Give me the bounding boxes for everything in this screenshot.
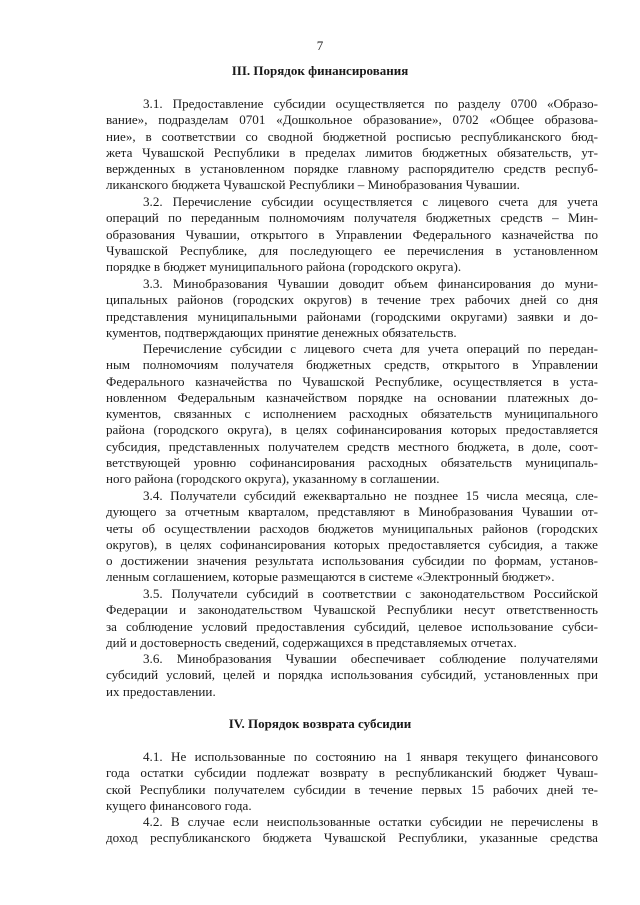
- text-line: года остатки субсидии подлежат возврату в республиканский бюджет Чуваш-: [106, 765, 598, 781]
- paragraph-3-1: [106, 96, 598, 194]
- text-line: ленным соглашением, которые размещаются в системе «Электронный бюджет».: [106, 569, 555, 585]
- text-line: Федерального казначейства по Чувашской Республике, осуществляется в уста-: [106, 373, 598, 389]
- text-line: за соблюдение условий предоставления субсидий, целевое использование субси-: [106, 618, 598, 634]
- text-line: операций по переданным полномочиям получателя бюджетных средств – Мин-: [106, 210, 598, 226]
- text-line: 3.1. Предоставление субсидии осуществляется по разделу 0700 «Образо-: [143, 96, 598, 111]
- paragraph-3-2: [106, 194, 598, 275]
- paragraph-3-3: [106, 276, 598, 341]
- text-line: доход республиканского бюджета Чувашской Республики, указанные средства: [106, 830, 598, 846]
- section-4-heading: IV. Порядок возврата субсидии: [228, 716, 412, 731]
- text-line: дующего за отчетным кварталом, представляют в Минобразования Чувашии от-: [106, 504, 598, 520]
- text-line: вание», подразделам 0701 «Дошкольное образование», 0702 «Общее образова-: [106, 112, 598, 128]
- text-line: ного района (городского округа), указанному в соглашении.: [106, 471, 440, 487]
- text-line: 3.3. Минобразования Чувашии доводит объем финансирования до муни-: [143, 276, 598, 291]
- text-line: порядке в бюджет муниципального района (городского округа).: [106, 259, 462, 275]
- page-number: 7: [316, 38, 324, 53]
- text-line: 3.2. Перечисление субсидии осуществляется с лицевого счета для учета: [143, 194, 598, 209]
- paragraph-3-4: [106, 488, 598, 586]
- text-line: ской Республики получателем субсидии в течение первых 15 рабочих дней те-: [106, 781, 598, 797]
- paragraph-3-6: [106, 651, 598, 700]
- text-line: вержденных в установленном порядке главному распорядителю средств респуб-: [106, 161, 598, 177]
- text-line: округов), в целях софинансирования которых предоставляется субсидия, а также: [106, 536, 598, 552]
- text-line: 4.2. В случае если неиспользованные остатки субсидии не перечислены в: [143, 814, 598, 829]
- text-line: новленном Федеральным казначейством порядке на основании платежных до-: [106, 389, 598, 405]
- text-line: ципальных районов (городских округов) в течение трех рабочих дней со дня: [106, 292, 598, 308]
- text-line: ным полномочиям получателя бюджетных средств, открытого в Управлении: [106, 357, 598, 373]
- text-line: кументов, подтверждающих принятие денежных обязательств.: [106, 324, 457, 340]
- text-line: жета Чувашской Республики в пределах лимитов бюджетных обязательств, ут-: [106, 144, 598, 160]
- paragraph-3-3-transfer: [106, 341, 598, 488]
- text-line: образования Чувашии, открытого в Управлении Федерального казначейства по: [106, 226, 598, 242]
- text-line: субсидий условий, целей и порядка использования субсидий, установленных при: [106, 667, 598, 683]
- text-line: их предоставлении.: [106, 683, 216, 699]
- text-line: 3.6. Минобразования Чувашии обеспечивает соблюдение получателями: [143, 651, 598, 666]
- paragraph-4-2: [106, 814, 598, 847]
- text-line: 4.1. Не использованные по состоянию на 1 января текущего финансового: [143, 749, 598, 764]
- text-line: 3.4. Получатели субсидий ежеквартально не позднее 15 числа месяца, сле-: [143, 488, 598, 503]
- text-line: четы об осуществлении расходов бюджетов муниципальных районов (городских: [106, 520, 598, 536]
- text-line: ликанского бюджета Чувашской Республики – Минобразования Чувашии.: [106, 177, 520, 193]
- text-line: субсидия, представленных получателем средств местного бюджета, в доле, соот-: [106, 438, 598, 454]
- text-line: ние», в соответствии со сводной бюджетной росписью республиканского бюд-: [106, 128, 598, 144]
- text-line: кументов, связанных с исполнением расходных обязательств муниципального: [106, 406, 598, 422]
- text-line: о достижении значения результата использования субсидии по формам, установ-: [106, 553, 598, 569]
- text-line: кущего финансового года.: [106, 797, 252, 813]
- text-line: Чувашской Республике, для последующего ее перечисления в установленном: [106, 242, 598, 258]
- paragraph-4-1: [106, 749, 598, 814]
- text-line: района (городского округа), в целях софинансирования которых предоставляется: [106, 422, 598, 438]
- text-line: представления муниципальными районами (городскими округами) заявки и до-: [106, 308, 598, 324]
- text-line: Федерации и законодательством Чувашской Республики несут ответственность: [106, 602, 598, 618]
- paragraph-3-5: [106, 586, 598, 651]
- text-line: 3.5. Получатели субсидий в соответствии с законодательством Российской: [143, 586, 598, 601]
- text-line: Перечисление субсидии с лицевого счета для учета операций по передан-: [143, 341, 598, 356]
- section-3-heading: III. Порядок финансирования: [231, 63, 409, 78]
- text-line: дий и достоверность сведений, содержащихся в представляемых отчетах.: [106, 634, 517, 650]
- text-line: ветствующей уровню софинансирования расходных обязательств муниципаль-: [106, 455, 598, 471]
